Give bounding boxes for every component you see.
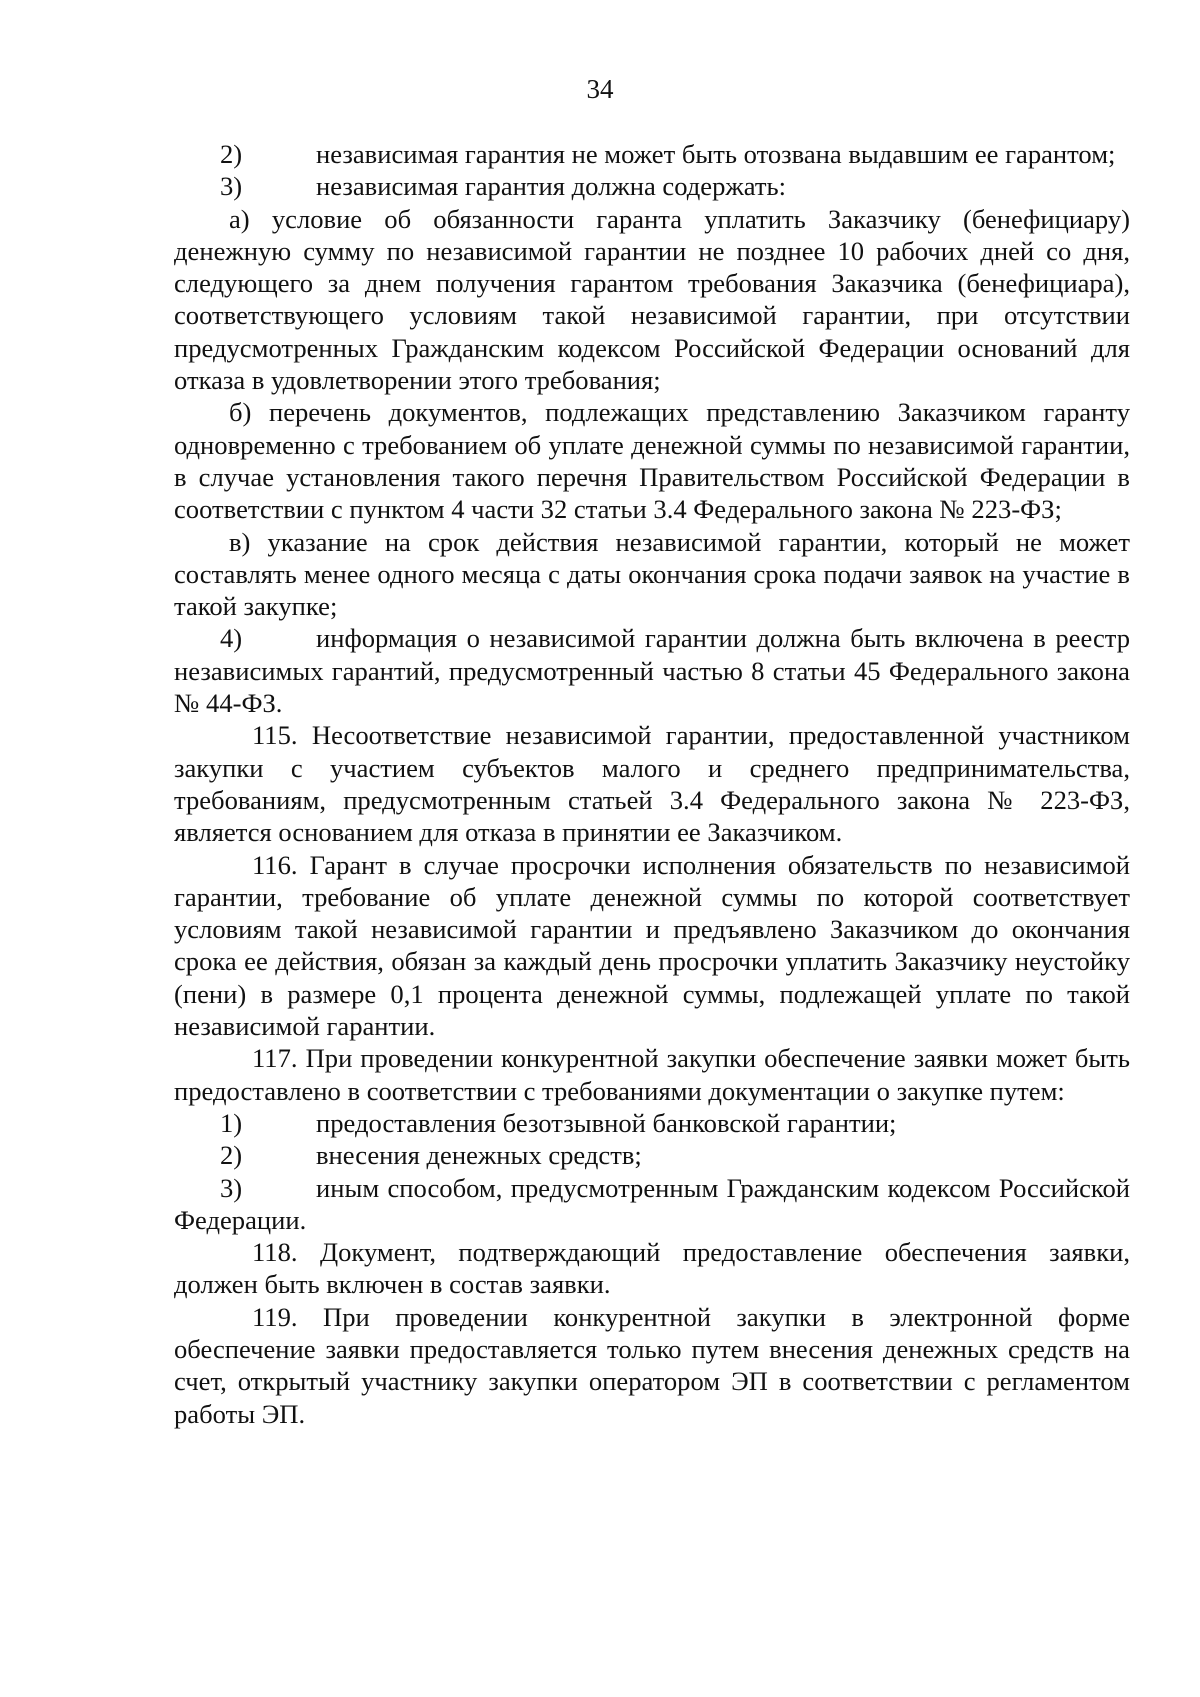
list-item-1	[174, 1107, 1130, 1139]
clause-116	[174, 849, 1130, 1043]
clause-text: Несоответствие независимой гарантии, предоставленной участником закупки с участием субъектов малого и среднего предпринимательства, требованиям, предусмотренным статьей 3.4 Федерального закона № 223-ФЗ, является основанием для отказа в принятии ее Заказчиком.	[174, 720, 1130, 848]
clause-number: 117.	[252, 1043, 298, 1074]
clause-119	[174, 1301, 1130, 1430]
clause-number: 116.	[252, 849, 298, 880]
document-body	[174, 138, 1130, 1430]
sub-item-v: в) указание на срок действия независимой гарантии, который не может составлять менее одного месяца с даты окончания срока подачи заявок на участие в такой закупке;	[174, 526, 1130, 622]
clause-text: При проведении конкурентной закупки в электронной форме обеспечение заявки предоставляется только путем внесения денежных средств на счет, открытый участнику закупки оператором ЭП в соответствии с регламентом работы ЭП.	[174, 1301, 1130, 1429]
list-text: внесения денежных средств;	[316, 1140, 642, 1171]
list-item-3b	[174, 1172, 1130, 1237]
clause-text: При проведении конкурентной закупки обеспечение заявки может быть предоставлено в соответствии с требованиями документации о закупке путем:	[174, 1043, 1130, 1106]
clause-text: Документ, подтверждающий предоставление обеспечения заявки, должен быть включен в состав заявки.	[174, 1237, 1130, 1300]
list-number: 2)	[220, 1140, 243, 1171]
list-text: независимая гарантия не может быть отозвана выдавшим ее гарантом;	[316, 139, 1116, 169]
list-text: предоставления безотзывной банковской гарантии;	[316, 1107, 897, 1138]
list-number: 1)	[220, 1107, 243, 1138]
clause-number: 115.	[252, 720, 298, 751]
clause-118	[174, 1236, 1130, 1301]
clause-number: 118.	[252, 1237, 298, 1268]
sub-item-a: а) условие об обязанности гаранта уплатить Заказчику (бенефициару) денежную сумму по независимой гарантии не позднее 10 рабочих дней со дня, следующего за днем получения гарантом требования Заказчика (бенефициара), соответствующего условиям такой независимой гарантии, при отсутствии предусмотренных Гражданским кодексом Российской Федерации оснований для отказа в удовлетворении этого требования;	[174, 203, 1130, 396]
list-number: 3)	[220, 1172, 243, 1203]
list-item-3	[174, 170, 1130, 202]
clause-115	[174, 719, 1130, 848]
list-text: информация о независимой гарантии должна быть включена в реестр независимых гарантий, предусмотренный частью 8 статьи 45 Федерального закона № 44-ФЗ.	[174, 623, 1130, 719]
list-number: 4)	[220, 623, 243, 654]
page-number: 34	[586, 74, 614, 104]
clause-117	[174, 1042, 1130, 1107]
list-text: независимая гарантия должна содержать:	[316, 171, 786, 202]
list-item-2b	[174, 1139, 1130, 1171]
list-item-2	[174, 138, 1130, 170]
list-item-4	[174, 622, 1130, 719]
clause-number: 119.	[252, 1301, 298, 1332]
list-number: 2)	[220, 139, 243, 169]
sub-item-b: б) перечень документов, подлежащих представлению Заказчиком гаранту одновременно с требованием об уплате денежной суммы по независимой гарантии, в случае установления такого перечня Правительством Российской Федерации в соответствии с пунктом 4 части 32 статьи 3.4 Федерального закона № 223-ФЗ;	[174, 397, 1130, 525]
list-text: иным способом, предусмотренным Гражданским кодексом Российской Федерации.	[174, 1172, 1130, 1235]
list-number: 3)	[220, 171, 243, 202]
clause-text: Гарант в случае просрочки исполнения обязательств по независимой гарантии, требование об уплате денежной суммы по которой соответствует условиям такой независимой гарантии и предъявлено Заказчиком до окончания срока ее действия, обязан за каждый день просрочки уплатить Заказчику неустойку (пени) в размере 0,1 процента денежной суммы, подлежащей уплате по такой независимой гарантии.	[174, 849, 1131, 1042]
